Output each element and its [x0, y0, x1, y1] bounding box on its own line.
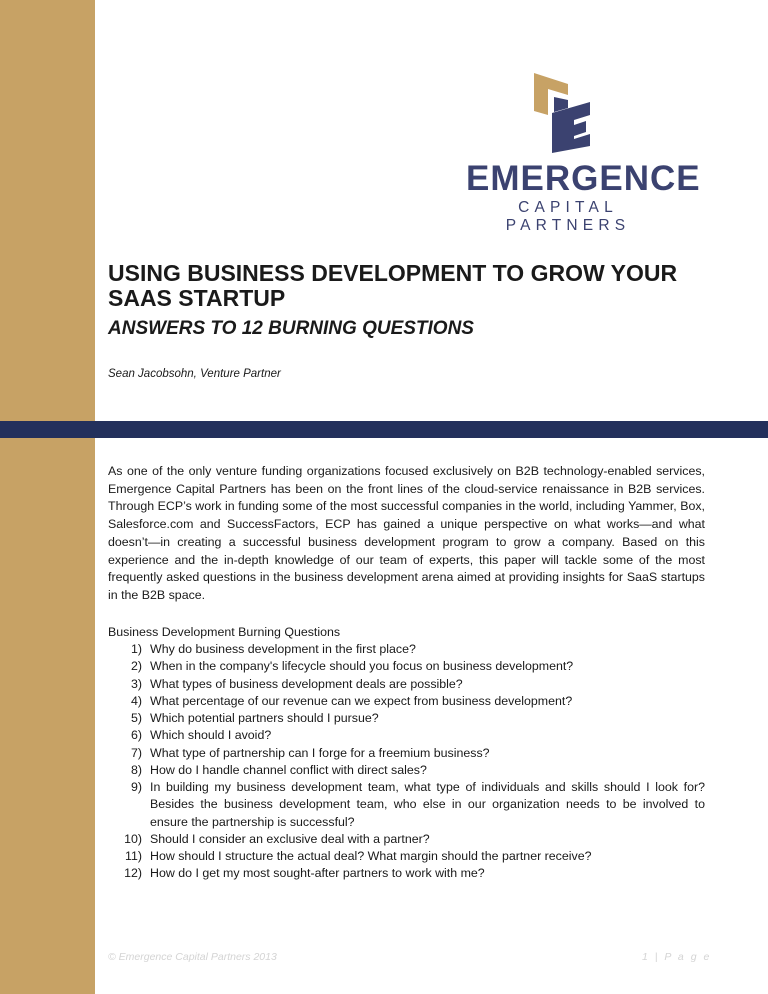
question-text: What types of business development deals are possible? [150, 676, 463, 691]
question-number: 8) [130, 762, 142, 777]
list-item [108, 658, 705, 675]
question-text: When in the company's lifecycle should you focus on business development? [150, 659, 574, 674]
emergence-e-mark-icon [534, 73, 590, 153]
list-item [108, 641, 705, 658]
footer-copyright: © Emergence Capital Partners 2013 [108, 951, 277, 963]
footer-page-number: 1 | P a g e [642, 951, 712, 963]
document-title: USING BUSINESS DEVELOPMENT TO GROW YOUR SAAS STARTUP [108, 260, 678, 311]
gold-sidebar-strip [0, 0, 95, 994]
question-text: Which potential partners should I pursue? [150, 711, 379, 725]
document-subtitle: ANSWERS TO 12 BURNING QUESTIONS [108, 318, 474, 339]
question-text: How should I structure the actual deal? What margin should the partner receive? [150, 849, 592, 863]
question-number: 1) [130, 642, 142, 656]
questions-list [108, 641, 705, 883]
question-text: Why do business development in the first place? [150, 642, 416, 656]
question-text: How do I get my most sought-after partners to work with me? [150, 866, 485, 881]
question-number: 9) [130, 780, 142, 794]
question-number: 3) [130, 676, 142, 691]
question-number: 5) [130, 711, 142, 725]
question-number: 12) [124, 866, 142, 881]
list-item [108, 710, 705, 727]
question-text: In building my business development team, what type of individuals and skills should I look for? Besides the business development team, who else in our organization needs to be involved to ensure the partnership is successful? [150, 780, 705, 829]
question-number: 11) [125, 849, 142, 863]
question-text: What percentage of our revenue can we expect from business development? [150, 693, 573, 708]
question-text: What type of partnership can I forge for a freemium business? [150, 745, 490, 760]
list-item [108, 676, 705, 693]
list-item [108, 848, 705, 865]
list-item [108, 745, 705, 762]
logo-subtitle: CAPITAL PARTNERS [505, 199, 631, 234]
list-item [108, 865, 705, 882]
question-number: 4) [130, 693, 142, 708]
questions-heading: Business Development Burning Questions [108, 625, 341, 639]
intro-paragraph: As one of the only venture funding organizations focused exclusively on B2B technology-enabled services, Emergence Capital Partners has been on the front lines of the cloud-service renaissance in B2B services. Through ECP’s work in funding some of the most successful companies in the world, including Yammer, Box, Salesforce.com and SuccessFactors, ECP has gained a unique perspective on what works—and what doesn’t—in creating a successful business development program to grow a company. Based on this experience and the in-depth knowledge of our team of experts, this paper will tackle some of the most frequently asked questions in the business development arena aimed at providing insights for SaaS startups in the B2B space. [108, 464, 705, 602]
logo-name: EMERGENCE [466, 159, 701, 198]
question-text: How do I handle channel conflict with direct sales? [150, 762, 427, 777]
list-item [108, 727, 705, 744]
question-number: 7) [130, 745, 142, 760]
company-logo [466, 73, 701, 234]
navy-divider-band [0, 421, 768, 438]
list-item [108, 779, 705, 831]
question-text: Which should I avoid? [150, 728, 272, 743]
question-text: Should I consider an exclusive deal with a partner? [150, 831, 430, 846]
list-item [108, 693, 705, 710]
question-number: 6) [130, 728, 142, 743]
list-item [108, 762, 705, 779]
author-line: Sean Jacobsohn, Venture Partner [108, 368, 281, 380]
question-number: 2) [130, 659, 142, 674]
question-number: 10) [124, 831, 142, 846]
list-item [108, 831, 705, 848]
